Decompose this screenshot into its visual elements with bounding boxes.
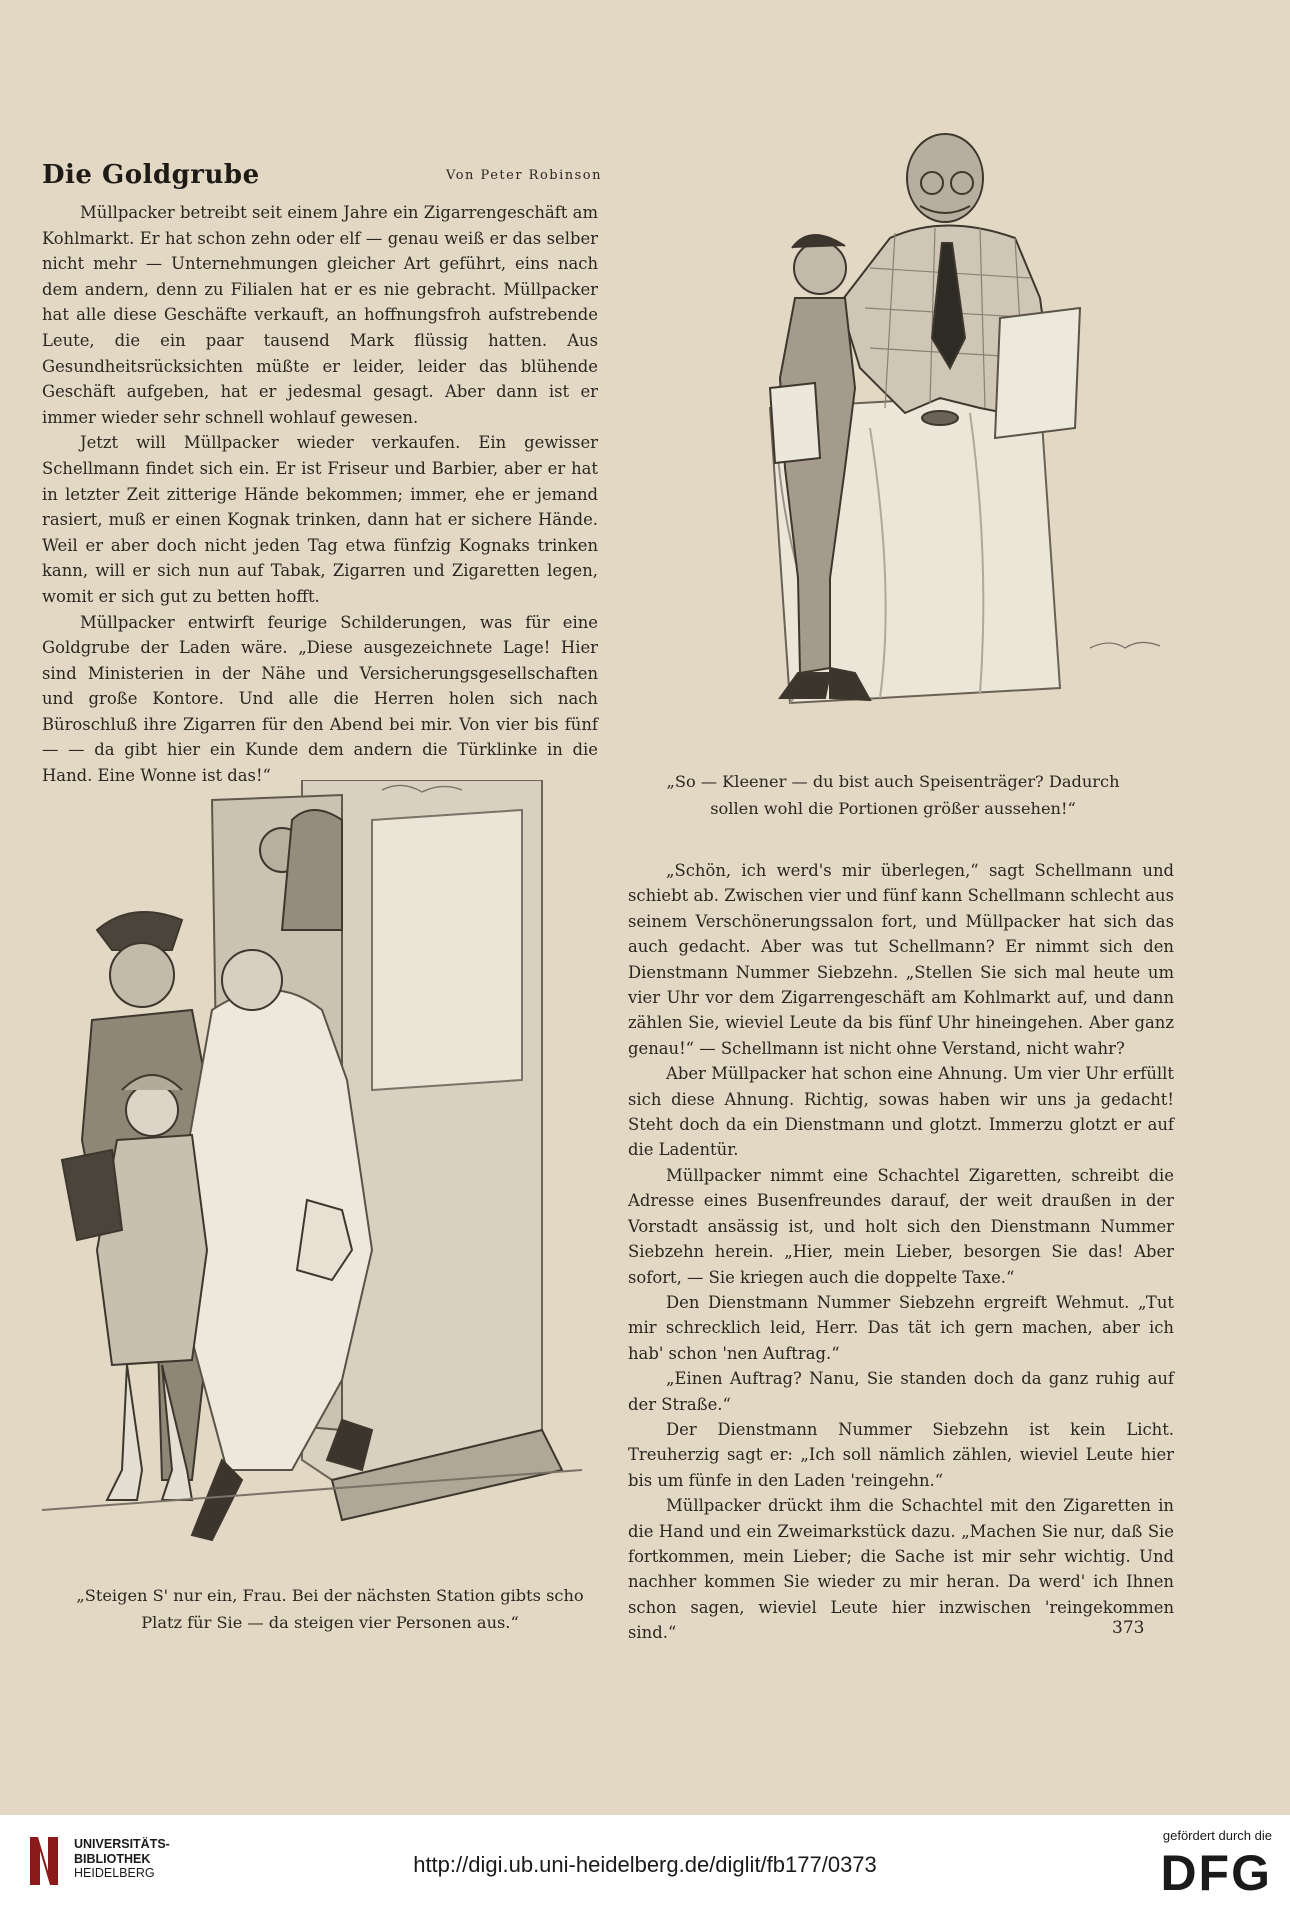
article-title: Die Goldgrube	[42, 160, 260, 190]
paragraph: „Schön, ich werd's mir überlegen,“ sagt Schellmann und schiebt ab. Zwischen vier und fünf kann Schellmann schlecht aus seinem Verschönerungssalon fort, und Müllpacker hat sich das auch gedacht. Aber was tut Schellmann? Er nimmt sich den Dienstmann Nummer Siebzehn. „Stellen Sie sich mal heute um vier Uhr vor dem Zigarrengeschäft am Kohlmarkt auf, und dann zählen Sie, wieviel Leute da bis fünf Uhr hineingehen. Aber ganz genau!“ — Schellmann ist nicht ohne Verstand, nicht wahr?	[628, 861, 1174, 1058]
institution-line: UNIVERSITÄTS-	[74, 1837, 170, 1851]
paragraph: Den Dienstmann Nummer Siebzehn ergreift Wehmut. „Tut mir schrecklich leid, Herr. Das tät ich gern machen, aber ich hab' schon 'nen Auftrag.“	[628, 1292, 1174, 1363]
article-header	[42, 160, 602, 196]
paragraph: Müllpacker entwirft feurige Schilderungen, was für eine Goldgrube der Laden wäre. „Diese ausgezeichnete Lage! Hier sind Ministerien in der Nähe und Versicherungsgesellschaften und große Kontore. Und alle die Herren holen sich nach Büroschluß ihre Zigarren für den Abend bei mir. Von vier bis fünf — — da gibt hier ein Kunde dem andern die Türklinke in die Hand. Eine Wonne ist das!“	[42, 612, 598, 786]
page-number: 373	[1112, 1618, 1145, 1638]
waiter-caption: „So — Kleener — du bist auch Speisenträger? Dadurch sollen wohl die Portionen größer aussehen!“	[666, 772, 1120, 818]
left-text-column	[42, 200, 598, 789]
paragraph: Müllpacker betreibt seit einem Jahre ein Zigarrengeschäft am Kohlmarkt. Er hat schon zehn oder elf — genau weiß er das selber nicht mehr — Unternehmungen gleicher Art geführt, eins nach dem andern, denn zu Filialen hat er es nie gebracht. Müllpacker hat alle diese Geschäfte verkauft, an hoffnungsfroh aufstrebende Leute, die ein paar tausend Mark flüssig hatten. Aus Gesundheitsrücksichten müßte er leider, leider das blühende Geschäft aufgeben, hat er jedesmal gesagt. Aber dann ist er immer wieder sehr schnell wohlauf gewesen.	[42, 203, 598, 427]
paragraph: Müllpacker drückt ihm die Schachtel mit den Zigaretten in die Hand und ein Zweimarkstück dazu. „Machen Sie nur, daß Sie fortkommen, mein Lieber; die Sache ist mir sehr wichtig. Und nachher kommen Sie wieder zu mir heran. Da werd' ich Ihnen schon sagen, wieviel Leute hier inzwischen 'reingekommen sind.“	[628, 1496, 1174, 1643]
article-author: Von Peter Robinson	[446, 168, 602, 183]
footer-bar	[0, 1815, 1290, 1909]
institution-line: HEIDELBERG	[74, 1866, 155, 1880]
paragraph: Jetzt will Müllpacker wieder verkaufen. Ein gewisser Schellmann findet sich ein. Er ist Friseur und Barbier, aber er hat in letzter Zeit zitterige Hände bekommen; immer, ehe er jemand rasiert, muß er einen Kognak trinken, dann hat er sichere Hände. Weil er aber doch nicht jeden Tag etwa fünfzig Kognaks trinken kann, will er sich nun auf Tabak, Zigarren und Zigaretten legen, womit er sich gut zu betten hofft.	[42, 433, 598, 606]
paragraph: „Einen Auftrag? Nanu, Sie standen doch da ganz ruhig auf der Straße.“	[628, 1369, 1174, 1414]
right-text-column	[628, 858, 1174, 1646]
funded-by-label: gefördert durch die	[1162, 1828, 1272, 1843]
waiter-illustration	[680, 128, 1180, 736]
train-caption: „Steigen S' nur ein, Frau. Bei der nächsten Station gibts scho Platz für Sie — da steigen vier Personen aus.“	[76, 1586, 584, 1632]
dfg-logo: DFG	[1160, 1845, 1272, 1901]
institution-line: BIBLIOTHEK	[74, 1851, 151, 1866]
paragraph: Der Dienstmann Nummer Siebzehn ist kein Licht. Treuherzig sagt er: „Ich soll nämlich zählen, wieviel Leute hier bis um fünfe in den Laden 'reingehn.“	[628, 1419, 1174, 1490]
source-url-link[interactable]: http://digi.ub.uni-heidelberg.de/diglit/fb177/0373	[413, 1852, 877, 1877]
train-illustration	[42, 780, 582, 1560]
paragraph: Müllpacker nimmt eine Schachtel Zigaretten, schreibt die Adresse eines Busenfreundes darauf, der weit draußen in der Vorstadt ansässig ist, und holt sich den Dienstmann Nummer Siebzehn herein. „Hier, mein Lieber, besorgen Sie das! Aber sofort, — Sie kriegen auch die doppelte Taxe.“	[628, 1165, 1174, 1287]
paragraph: Aber Müllpacker hat schon eine Ahnung. Um vier Uhr erfüllt sich diese Ahnung. Richtig, sowas haben wir uns ja gedacht! Steht doch da ein Dienstmann und glotzt. Immerzu glotzt er auf die Ladentür.	[628, 1064, 1174, 1160]
